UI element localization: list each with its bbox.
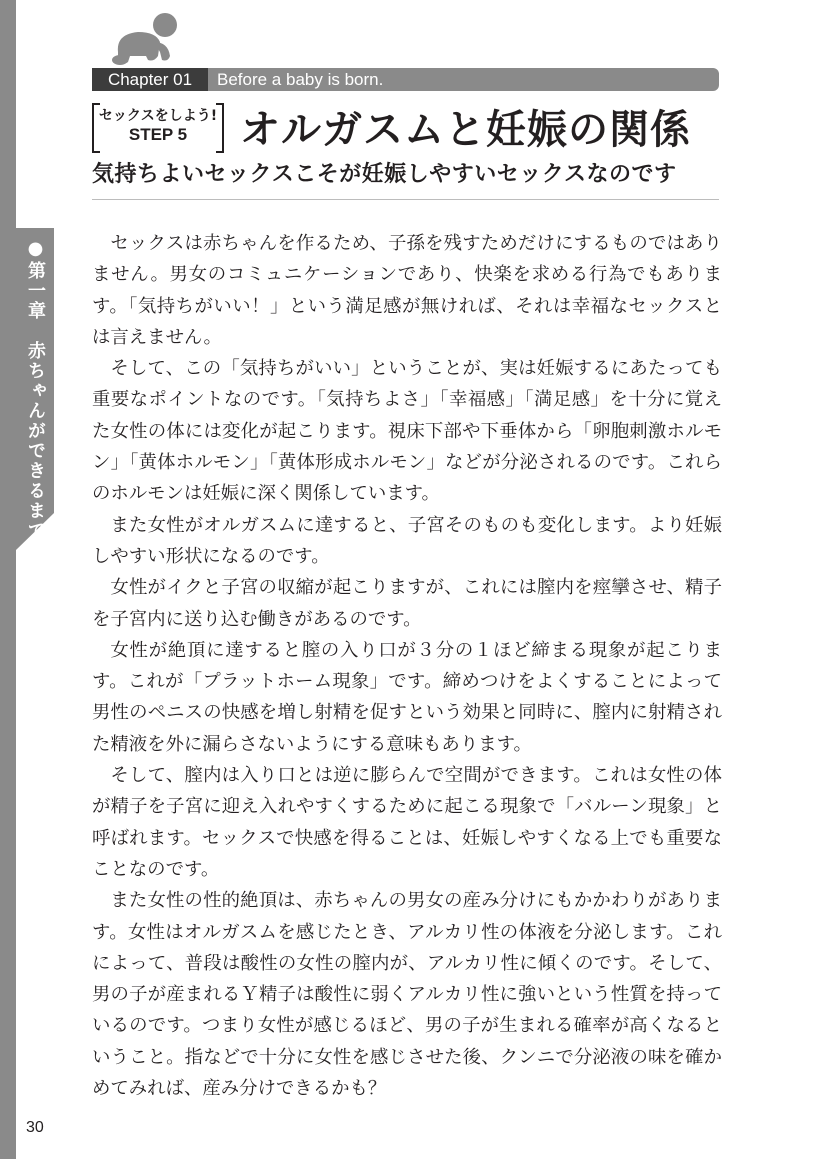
article-body <box>92 228 722 1104</box>
paragraph: 女性が絶頂に達すると膣の入り口が３分の１ほど締まる現象が起こります。これが「プラットホーム現象」です。締めつけをよくすることによって男性のペニスの快感を増し射精を促すという効果と同時に、膣内に射精された精液を外に漏らさないようにする意味もあります。 <box>92 639 722 755</box>
chapter-tab-label: ●第一章 赤ちゃんができるまで <box>25 238 46 541</box>
page-title: オルガスムと妊娠の関係 <box>240 107 691 153</box>
step-caption: セックスをしよう! <box>98 108 218 124</box>
step-box <box>92 103 224 149</box>
step-number: STEP 5 <box>128 125 188 144</box>
paragraph: そして、膣内は入り口とは逆に膨らんで空間ができます。これは女性の体が精子を子宮に迎え入れやすくするために起こる現象で「バルーン現象」と呼ばれます。セックスで快感を得ることは、妊娠しやすくなる上でも重要なことなのです。 <box>92 765 722 880</box>
page-subtitle: 気持ちよいセックスこそが妊娠しやすいセックスなのです <box>92 162 677 187</box>
page-number: 30 <box>26 1119 44 1136</box>
chapter-subtitle: Before a baby is born. <box>217 70 384 89</box>
paragraph: セックスは赤ちゃんを作るため、子孫を残すためだけにするものではありません。男女のコミュニケーションであり、快楽を求める行為でもあります。「気持ちがいい！」という満足感が無ければ、それは幸福なセックスとは言えません。 <box>92 233 722 348</box>
paragraph: また女性がオルガスムに達すると、子宮そのものも変化します。より妊娠しやすい形状になるのです。 <box>92 514 722 567</box>
chapter-label: Chapter 01 <box>92 68 208 91</box>
paragraph: また女性の性的絶頂は、赤ちゃんの男女の産み分けにもかかわりがあります。女性はオルガスムを感じたとき、アルカリ性の体液を分泌します。これによって、普段は酸性の女性の膣内が、アルカリ性に傾くのです。そして、男の子が産まれるＹ精子は酸性に弱くアルカリ性に強いという性質を持っているのです。つまり女性が感じるほど、男の子が生まれる確率が高くなるということ。指などで十分に女性を感じさせた後、クンニで分泌液の味を確かめてみれば、産み分けできるかも？ <box>92 890 722 1100</box>
side-strip <box>0 0 16 1159</box>
baby-icon <box>108 12 182 68</box>
divider <box>92 199 719 200</box>
paragraph: 女性がイクと子宮の収縮が起こりますが、これには膣内を痙攣させ、精子を子宮内に送り込む働きがあるのです。 <box>92 577 722 630</box>
paragraph: そして、この「気持ちがいい」ということが、実は妊娠するにあたっても重要なポイントなのです。「気持ちよさ」「幸福感」「満足感」を十分に覚えた女性の体には変化が起こります。視床下部や下垂体から「卵胞刺激ホルモン」「黄体ホルモン」「黄体形成ホルモン」などが分泌されるのです。これらのホルモンは妊娠に深く関係しています。 <box>92 358 722 505</box>
